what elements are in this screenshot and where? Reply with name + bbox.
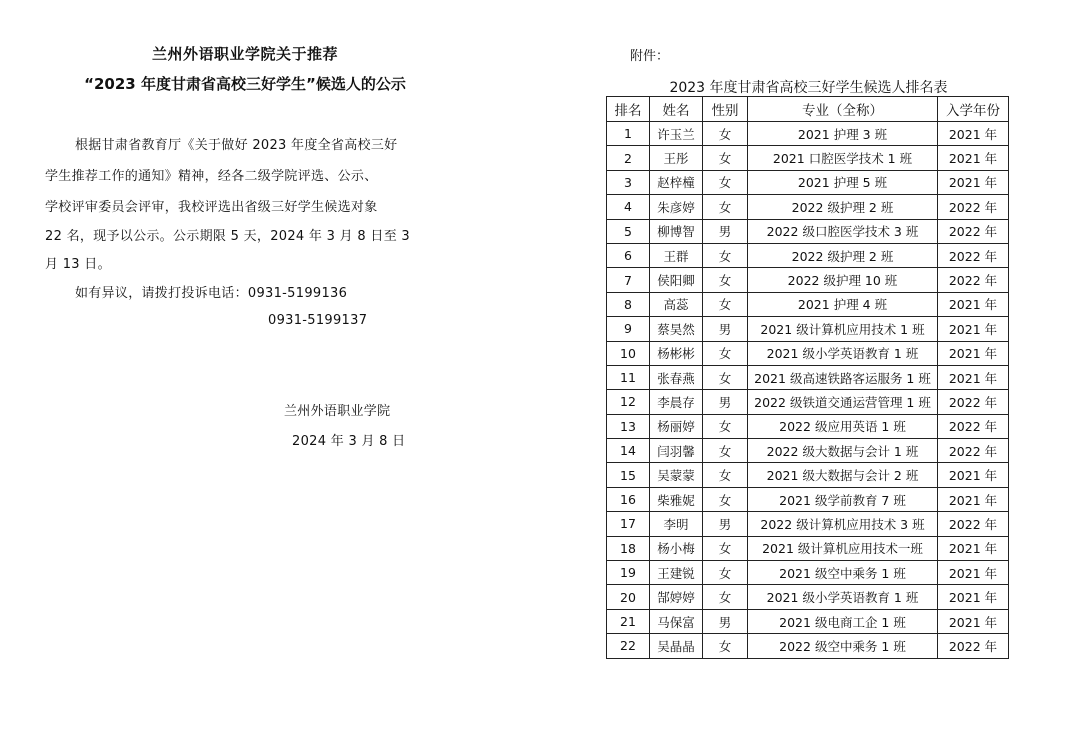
- cell-enroll-year: 2021 年: [938, 365, 1009, 389]
- cell-major: 2021 级计算机应用技术一班: [748, 536, 938, 560]
- notice-body-line-2: 学生推荐工作的通知》精神，经各二级学院评选、公示、: [45, 169, 378, 184]
- cell-major: 2021 级电商工企 1 班: [748, 609, 938, 633]
- cell-enroll-year: 2021 年: [938, 170, 1009, 194]
- table-row: [607, 170, 1009, 194]
- header-enroll-year: 入学年份: [938, 97, 1009, 122]
- table-row: [607, 634, 1009, 658]
- table-row: [607, 585, 1009, 609]
- table-row: [607, 439, 1009, 463]
- cell-gender: 女: [703, 414, 748, 438]
- table-row: [607, 536, 1009, 560]
- cell-gender: 男: [703, 317, 748, 341]
- cell-enroll-year: 2021 年: [938, 536, 1009, 560]
- notice-date: 2024 年 3 月 8 日: [292, 434, 406, 449]
- cell-gender: 女: [703, 585, 748, 609]
- cell-gender: 女: [703, 122, 748, 146]
- cell-rank: 6: [607, 243, 650, 267]
- cell-enroll-year: 2021 年: [938, 317, 1009, 341]
- cell-major: 2021 口腔医学技术 1 班: [748, 146, 938, 170]
- table-row: [607, 463, 1009, 487]
- cell-rank: 19: [607, 561, 650, 585]
- cell-major: 2022 级铁道交通运营管理 1 班: [748, 390, 938, 414]
- cell-gender: 女: [703, 487, 748, 511]
- cell-gender: 女: [703, 195, 748, 219]
- cell-rank: 10: [607, 341, 650, 365]
- notice-title-line1: 兰州外语职业学院关于推荐: [151, 45, 338, 63]
- cell-enroll-year: 2022 年: [938, 268, 1009, 292]
- cell-major: 2021 级计算机应用技术 1 班: [748, 317, 938, 341]
- cell-name: 吴晶晶: [650, 634, 703, 658]
- table-row: [607, 146, 1009, 170]
- table-row: [607, 390, 1009, 414]
- cell-name: 许玉兰: [650, 122, 703, 146]
- cell-enroll-year: 2021 年: [938, 122, 1009, 146]
- cell-gender: 女: [703, 463, 748, 487]
- cell-enroll-year: 2021 年: [938, 609, 1009, 633]
- cell-enroll-year: 2022 年: [938, 390, 1009, 414]
- notice-body-line-5: 月 13 日。: [45, 257, 111, 272]
- cell-name: 王彤: [650, 146, 703, 170]
- cell-rank: 16: [607, 487, 650, 511]
- cell-gender: 女: [703, 243, 748, 267]
- cell-major: 2021 级空中乘务 1 班: [748, 561, 938, 585]
- cell-name: 李明: [650, 512, 703, 536]
- cell-name: 李晨存: [650, 390, 703, 414]
- cell-gender: 男: [703, 390, 748, 414]
- attachment-label: 附件：: [630, 49, 670, 64]
- table-title: 2023 年度甘肃省高校三好学生候选人排名表: [669, 80, 948, 96]
- cell-name: 杨彬彬: [650, 341, 703, 365]
- cell-enroll-year: 2021 年: [938, 561, 1009, 585]
- table-row: [607, 219, 1009, 243]
- notice-title-line2: “2023 年度甘肃省高校三好学生”候选人的公示: [84, 75, 406, 93]
- cell-major: 2021 护理 4 班: [748, 292, 938, 316]
- cell-rank: 8: [607, 292, 650, 316]
- header-name: 姓名: [650, 97, 703, 122]
- table-row: [607, 195, 1009, 219]
- cell-rank: 11: [607, 365, 650, 389]
- cell-rank: 17: [607, 512, 650, 536]
- cell-rank: 2: [607, 146, 650, 170]
- cell-gender: 女: [703, 341, 748, 365]
- cell-enroll-year: 2022 年: [938, 195, 1009, 219]
- complaint-phone-2: 0931-5199137: [268, 313, 368, 328]
- cell-gender: 女: [703, 365, 748, 389]
- cell-gender: 女: [703, 268, 748, 292]
- cell-major: 2022 级大数据与会计 1 班: [748, 439, 938, 463]
- cell-major: 2021 级高速铁路客运服务 1 班: [748, 365, 938, 389]
- cell-name: 柴雅妮: [650, 487, 703, 511]
- cell-gender: 男: [703, 609, 748, 633]
- cell-rank: 9: [607, 317, 650, 341]
- cell-major: 2022 级计算机应用技术 3 班: [748, 512, 938, 536]
- cell-rank: 14: [607, 439, 650, 463]
- cell-name: 杨丽婷: [650, 414, 703, 438]
- notice-body-line-1: 根据甘肃省教育厅《关于做好 2023 年度全省高校三好: [75, 138, 398, 153]
- cell-name: 张春燕: [650, 365, 703, 389]
- table-row: [607, 609, 1009, 633]
- table-row: [607, 292, 1009, 316]
- cell-enroll-year: 2022 年: [938, 414, 1009, 438]
- cell-enroll-year: 2021 年: [938, 463, 1009, 487]
- header-rank: 排名: [607, 97, 650, 122]
- cell-enroll-year: 2021 年: [938, 292, 1009, 316]
- cell-gender: 女: [703, 634, 748, 658]
- cell-name: 柳博智: [650, 219, 703, 243]
- cell-rank: 15: [607, 463, 650, 487]
- table-body: [607, 122, 1009, 659]
- cell-major: 2021 级小学英语教育 1 班: [748, 341, 938, 365]
- cell-name: 闫羽馨: [650, 439, 703, 463]
- cell-name: 杨小梅: [650, 536, 703, 560]
- cell-major: 2021 级学前教育 7 班: [748, 487, 938, 511]
- table-row: [607, 268, 1009, 292]
- cell-gender: 男: [703, 219, 748, 243]
- cell-enroll-year: 2022 年: [938, 512, 1009, 536]
- cell-gender: 女: [703, 292, 748, 316]
- cell-gender: 女: [703, 439, 748, 463]
- cell-enroll-year: 2022 年: [938, 439, 1009, 463]
- cell-rank: 22: [607, 634, 650, 658]
- cell-rank: 1: [607, 122, 650, 146]
- notice-panel: [0, 0, 520, 733]
- cell-rank: 12: [607, 390, 650, 414]
- cell-major: 2022 级应用英语 1 班: [748, 414, 938, 438]
- cell-major: 2022 级口腔医学技术 3 班: [748, 219, 938, 243]
- cell-name: 郜婷婷: [650, 585, 703, 609]
- cell-gender: 女: [703, 146, 748, 170]
- cell-name: 王建锐: [650, 561, 703, 585]
- cell-gender: 男: [703, 512, 748, 536]
- cell-enroll-year: 2022 年: [938, 219, 1009, 243]
- table-row: [607, 122, 1009, 146]
- header-gender: 性别: [703, 97, 748, 122]
- cell-major: 2022 级护理 10 班: [748, 268, 938, 292]
- table-header-row: [607, 97, 1009, 122]
- cell-major: 2021 护理 3 班: [748, 122, 938, 146]
- table-row: [607, 512, 1009, 536]
- cell-name: 侯阳卿: [650, 268, 703, 292]
- table-row: [607, 414, 1009, 438]
- table-row: [607, 487, 1009, 511]
- header-major: 专业（全称）: [748, 97, 938, 122]
- cell-rank: 20: [607, 585, 650, 609]
- cell-rank: 7: [607, 268, 650, 292]
- issuing-organization: 兰州外语职业学院: [284, 404, 391, 419]
- cell-rank: 21: [607, 609, 650, 633]
- table-row: [607, 561, 1009, 585]
- cell-rank: 3: [607, 170, 650, 194]
- cell-enroll-year: 2021 年: [938, 341, 1009, 365]
- cell-major: 2021 护理 5 班: [748, 170, 938, 194]
- cell-name: 蔡昊然: [650, 317, 703, 341]
- cell-enroll-year: 2022 年: [938, 634, 1009, 658]
- cell-enroll-year: 2022 年: [938, 243, 1009, 267]
- cell-gender: 女: [703, 561, 748, 585]
- cell-enroll-year: 2021 年: [938, 585, 1009, 609]
- cell-enroll-year: 2021 年: [938, 146, 1009, 170]
- cell-name: 高蕊: [650, 292, 703, 316]
- cell-major: 2022 级护理 2 班: [748, 243, 938, 267]
- cell-gender: 女: [703, 536, 748, 560]
- cell-name: 朱彦婷: [650, 195, 703, 219]
- cell-major: 2022 级护理 2 班: [748, 195, 938, 219]
- cell-name: 吴蒙蒙: [650, 463, 703, 487]
- cell-name: 赵梓橦: [650, 170, 703, 194]
- cell-major: 2021 级大数据与会计 2 班: [748, 463, 938, 487]
- candidate-ranking-table: [606, 96, 1009, 659]
- cell-major: 2021 级小学英语教育 1 班: [748, 585, 938, 609]
- table-row: [607, 243, 1009, 267]
- complaint-line: 如有异议，请拨打投诉电话：0931-5199136: [75, 286, 348, 301]
- cell-gender: 女: [703, 170, 748, 194]
- cell-rank: 5: [607, 219, 650, 243]
- notice-body-line-4: 22 名，现予以公示。公示期限 5 天，2024 年 3 月 8 日至 3: [45, 229, 411, 244]
- table-row: [607, 341, 1009, 365]
- cell-major: 2022 级空中乘务 1 班: [748, 634, 938, 658]
- cell-rank: 18: [607, 536, 650, 560]
- notice-body-line-3: 学校评审委员会评审，我校评选出省级三好学生候选对象: [45, 200, 378, 215]
- cell-name: 王群: [650, 243, 703, 267]
- cell-enroll-year: 2021 年: [938, 487, 1009, 511]
- cell-rank: 13: [607, 414, 650, 438]
- table-row: [607, 317, 1009, 341]
- table-row: [607, 365, 1009, 389]
- cell-rank: 4: [607, 195, 650, 219]
- cell-name: 马保富: [650, 609, 703, 633]
